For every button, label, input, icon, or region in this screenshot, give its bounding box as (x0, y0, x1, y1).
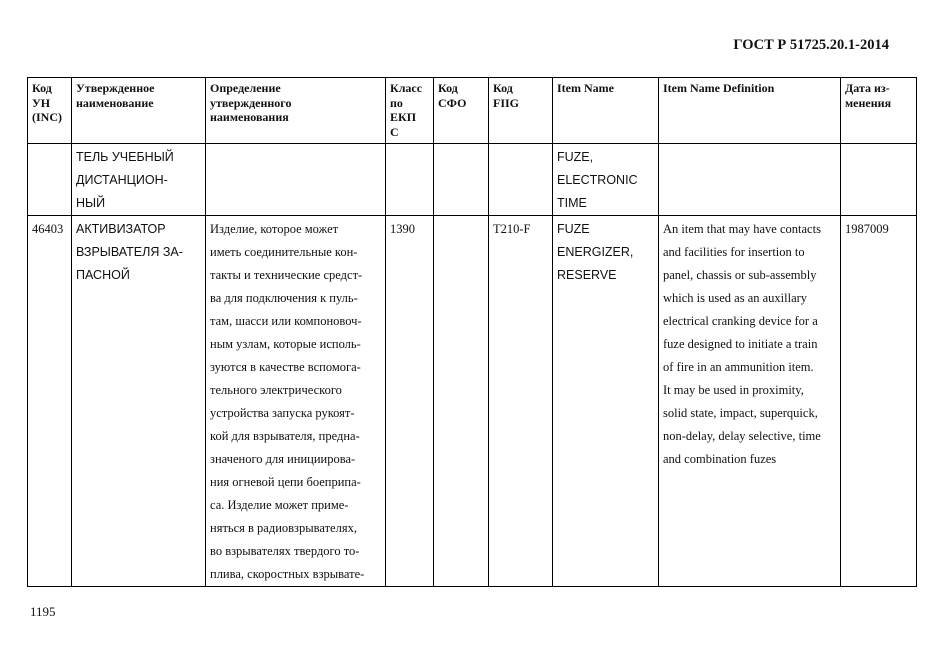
col-header-item-name-definition: Item Name Definition (659, 78, 841, 144)
table-row (28, 216, 917, 587)
table-row (28, 144, 917, 216)
col-header-class: Класс по ЕКП С (386, 78, 434, 144)
cell-inc (28, 144, 72, 216)
document-code: ГОСТ Р 51725.20.1-2014 (733, 37, 889, 53)
cell-class: 1390 (386, 216, 434, 587)
cell-class (386, 144, 434, 216)
col-header-change-date: Дата из- менения (841, 78, 917, 144)
cell-change-date (841, 144, 917, 216)
cell-item-name-definition (659, 144, 841, 216)
cell-item-name: FUZE ENERGIZER, RESERVE (553, 216, 659, 587)
cell-fiig: T210-F (489, 216, 553, 587)
cell-approved-name: АКТИВИЗАТОР ВЗРЫВАТЕЛЯ ЗА- ПАСНОЙ (72, 216, 206, 587)
cell-approved-name: ТЕЛЬ УЧЕБНЫЙ ДИСТАНЦИОН- НЫЙ (72, 144, 206, 216)
col-header-inc: Код УН (INC) (28, 78, 72, 144)
cell-change-date: 1987009 (841, 216, 917, 587)
cell-inc: 46403 (28, 216, 72, 587)
col-header-sfo: Код СФО (434, 78, 489, 144)
page-number: 1195 (30, 604, 56, 619)
col-header-definition-ru: Определение утвержденного наименования (206, 78, 386, 144)
catalog-table (27, 77, 917, 587)
cell-fiig (489, 144, 553, 216)
cell-sfo (434, 216, 489, 587)
cell-item-name: FUZE, ELECTRONIC TIME (553, 144, 659, 216)
col-header-approved-name: Утвержденное наименование (72, 78, 206, 144)
col-header-item-name: Item Name (553, 78, 659, 144)
cell-item-name-definition: An item that may have contacts and facilities for insertion to panel, chassis or sub-assembly which is used as an auxillary electrical cranking device for a fuze designed to initiate a train of fire in an ammunition item. It may be used in proximity, solid state, impact, superquick, non-delay, delay selective, time and combination fuzes (659, 216, 841, 587)
cell-sfo (434, 144, 489, 216)
cell-definition-ru (206, 144, 386, 216)
table-header-row (28, 78, 917, 144)
col-header-fiig: Код FIIG (489, 78, 553, 144)
cell-definition-ru: Изделие, которое может иметь соединительные кон- такты и технические средст- ва для подключения к пуль- там, шасси или компоновоч- ным узлам, которые исполь- зуются в качестве вспомога- тельного электрического устройства запуска рукоят- кой для взрывателя, предна- значеного для инициирова- ния огневой цепи боеприпа- са. Изделие может приме- няться в радиовзрывателях, во взрывателях твердого то- плива, скоростных взрывате- (206, 216, 386, 587)
